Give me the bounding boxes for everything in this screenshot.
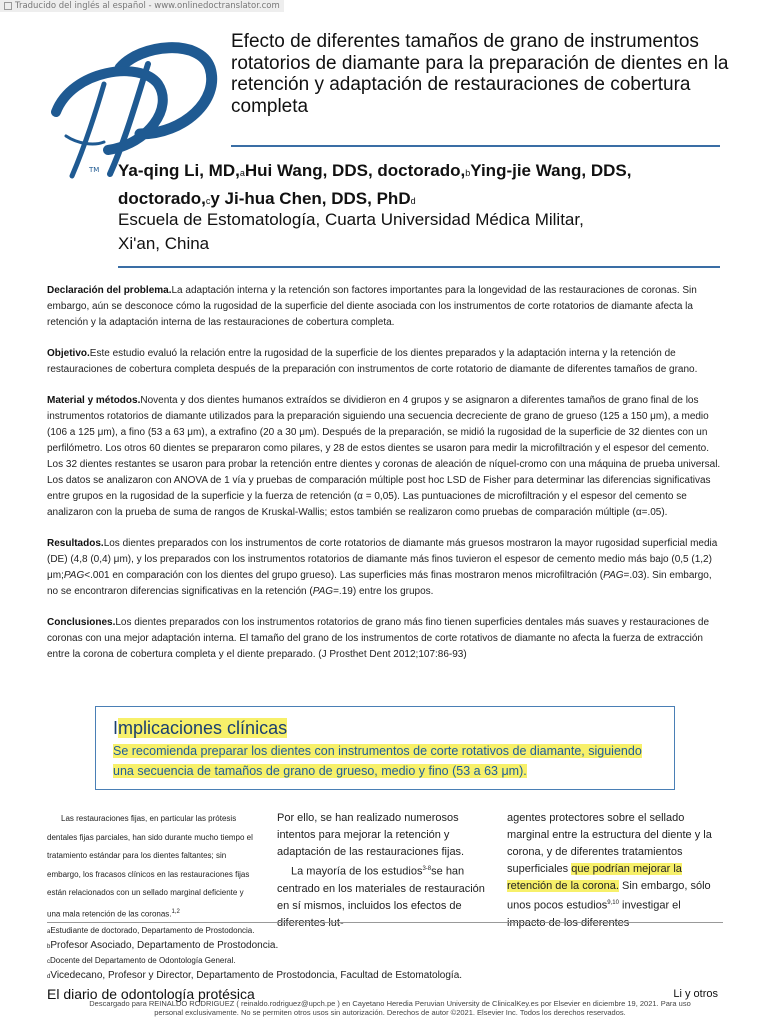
abstract-heading: Material y métodos. — [47, 395, 141, 406]
translator-banner[interactable] — [0, 0, 284, 12]
abstract-text: La adaptación interna y la retención son factores importantes para la longevidad de las restauraciones de coronas. Sin embargo, aún se desconoce cómo la rugosidad de la superficie del diente asociada con los instrumentos de corte rotatorios de diamante afecta la retención y la adaptación interna de las restauraciones de cobertura completa. — [47, 285, 697, 328]
body-column-3 — [507, 810, 722, 932]
footnote-mark: c — [47, 959, 50, 965]
footnote — [47, 925, 737, 938]
body-text: Sin embargo, sólo unos pocos estudios — [507, 880, 711, 912]
translator-banner-text[interactable]: Traducido del inglés al español - www.onlinedoctranslator.com — [15, 1, 280, 11]
footnote-text: Vicedecano, Profesor y Director, Departamento de Prostodoncia, Facultad de Estomatología. — [50, 970, 463, 981]
author-name: Hui Wang, DDS, doctorado, — [244, 161, 466, 180]
title-divider — [231, 145, 720, 147]
body-text: agentes protectores sobre el sellado marginal entre la estructura del diente y la corona, y de diferentes tratamientos superficiales — [507, 812, 712, 875]
article-title: Efecto de diferentes tamaños de grano de instrumentos rotatorios de diamante para la preparación de dientes en la retención y adaptación de restauraciones de cobertura completa — [231, 31, 729, 117]
abstract-objective — [47, 346, 725, 378]
clinical-implications-box — [95, 706, 675, 790]
author-mark: b — [465, 168, 471, 178]
p-value-label: PAG — [312, 586, 334, 597]
abstract-text: =.03). Sin embargo, no se encontraron diferencias significativas en la retención ( — [47, 570, 712, 597]
footnote-text: Estudiante de doctorado, Departamento de Prostodoncia. — [50, 926, 255, 935]
p-value-label: PAG — [63, 570, 85, 581]
title-rest: mplicaciones clínicas — [118, 718, 288, 738]
abstract-results — [47, 536, 725, 600]
footnote-text: Docente del Departamento de Odontología General. — [50, 956, 236, 965]
body-column-2 — [277, 810, 492, 932]
journal-name: El diario de odontología protésica — [47, 986, 255, 1002]
highlighted-text: Se recomienda preparar los dientes con instrumentos de corte rotativos de diamante, siguiendo una secuencia de tamaños de grano de grueso, medio y fino (53 a 63 μm). — [113, 744, 642, 778]
author-name: Ya-qing Li, MD, — [118, 161, 240, 180]
abstract-text: Este estudio evaluó la relación entre la rugosidad de la superficie de los dientes preparados y la adaptación interna y la retención de restauraciones de cobertura completa después de la preparación con instrumentos de corte rotatorio de diamante de diferentes tamaños de grano. — [47, 348, 698, 375]
footnote-text: Profesor Asociado, Departamento de Prostodoncia. — [50, 940, 279, 951]
abstract-text: Noventa y dos dientes humanos extraídos se dividieron en 4 grupos y se asignaron a diferentes tamaños de grano final de los instrumentos rotatorios de diamante utilizados para la preparación siguiendo una secuencia decreciente de grano de grueso (125 a 150 μm), a medio (106 a 125 μm), a fino (53 a 63 μm), a extrafino (20 a 30 μm). Después de la preparación, se midió la rugosidad de la superficie de 32 dientes con un perfilómetro. Los otros 60 dientes se prepararon como pilares, y 28 de estos dientes se usaron para medir la microfiltración y el espesor del cemento. Los 32 dientes restantes se usaron para probar la retención entre dientes y coronas de aleación de níquel-cromo con una máquina de prueba universal. Los datos se analizaron con ANOVA de 1 vía y pruebas de comparación múltiple post hoc LSD de Fisher para determinar las diferencias significativas entre grupos en la rugosidad de la superficie y la fuerza de retención (α = 0,05). Las puntuaciones de microfiltración y el espesor del cemento se analizaron con la prueba de suma de rangos de Kruskal-Wallis; estos también se realizaron como pruebas de comparación múltiple (α=.05). — [47, 395, 721, 518]
author-list — [118, 158, 728, 214]
abstract-heading: Objetivo. — [47, 348, 90, 359]
body-paragraph — [507, 810, 722, 932]
abstract-text: Los dientes preparados con los instrumentos rotatorios de grano más fino tienen superficies dentales más suaves y restauraciones de coronas con una mejor adaptación interna. El tamaño del grano de los instrumentos de corte rotativos de diamante no afecta la fuerza de extracción entre la corona de cobertura completa y el diente preparado. (J Prosthet Dent 2012;107:86-93) — [47, 617, 710, 660]
author-mark: a — [239, 168, 245, 178]
body-column-1 — [47, 810, 259, 924]
author-name: Ying-jie Wang, DDS, doctorado, — [118, 161, 632, 208]
footnote-divider — [47, 922, 723, 923]
footnote-mark: b — [47, 944, 51, 950]
footnotes — [47, 925, 737, 985]
abstract-problem — [47, 283, 725, 331]
abstract — [47, 283, 725, 678]
clinical-implications-title — [113, 716, 657, 740]
author-divider — [118, 266, 720, 268]
abstract-text: <.001 en comparación con los dientes del grupo grueso). Las superficies más finas mostraron menos microfiltración ( — [84, 570, 604, 581]
abstract-conclusions — [47, 615, 725, 663]
abstract-heading: Declaración del problema. — [47, 285, 172, 296]
body-paragraph — [47, 810, 259, 924]
clinical-implications-text — [113, 742, 657, 781]
abstract-heading: Conclusiones. — [47, 617, 116, 628]
author-mark: c — [205, 196, 211, 206]
affiliation-line: Escuela de Estomatología, Cuarta Universidad Médica Militar, — [118, 210, 584, 229]
footnote — [47, 968, 737, 985]
reference-mark: 3-8 — [422, 866, 432, 872]
reference-mark: 9,10 — [607, 900, 619, 906]
translate-icon — [4, 2, 12, 10]
reference-mark: 1,2 — [171, 908, 180, 915]
abstract-methods — [47, 393, 725, 521]
footnote — [47, 955, 737, 968]
abstract-text: =.19) entre los grupos. — [333, 586, 434, 597]
trademark-symbol: TM — [89, 166, 100, 174]
affiliation-line: Xi'an, China — [118, 234, 210, 253]
abstract-heading: Resultados. — [47, 538, 104, 549]
title-initial: I — [113, 718, 119, 738]
body-text: se han centrado en los materiales de restauración en sí mismos, incluidos los efectos de — [277, 865, 485, 912]
body-text: Las restauraciones fijas, en particular las prótesis dentales fijas parciales, han sido durante mucho tiempo el tratamiento estándar para los dientes faltantes; sin embargo, los fracasos clínicos en las restauraciones fijas están relacionados con un sellado marginal deficiente y una mala retención de las coronas. — [47, 814, 253, 919]
footnote-mark: d — [47, 974, 51, 980]
p-value-label: PAG — [603, 570, 624, 581]
body-text: investigar el — [622, 899, 681, 912]
body-paragraph: Por ello, se han realizado numerosos intentos para mejorar la retención y adaptación de las restauraciones fijas. — [277, 812, 465, 858]
body-text: La mayoría de los estudios — [291, 865, 423, 878]
download-notice: Descargado para REINALDO RODRIGUEZ ( reinaldo.rodriguez@upch.pe ) en Cayetano Heredia Peruvian University de ClinicalKey.es por Elsevier en diciembre 19, 2021. Para uso personal exclusivamente. No se permiten otros usos sin autorización. Derechos de autor ©2021. Elsevier Inc. Todos los derechos reservados. — [89, 999, 691, 1017]
highlighted-text: que podrían mejorar la retención de la corona. — [507, 863, 682, 892]
abstract-text: Los dientes preparados con los instrumentos de corte rotatorios de diamante más gruesos mostraron la mayor rugosidad superficial media (DE) (4,8 (0,4) μm), y los preparados con los instrumentos rotatorios de diamante más finos tuvieron el espesor de cemento medio más bajo (0,5 (1,2) μm; — [47, 538, 718, 581]
footnote-mark: a — [47, 929, 51, 935]
author-name: y Ji-hua Chen, DDS, PhD — [210, 189, 411, 208]
author-mark: d — [410, 196, 416, 206]
running-head: Li y otros — [673, 988, 718, 1000]
footnote — [47, 938, 737, 955]
